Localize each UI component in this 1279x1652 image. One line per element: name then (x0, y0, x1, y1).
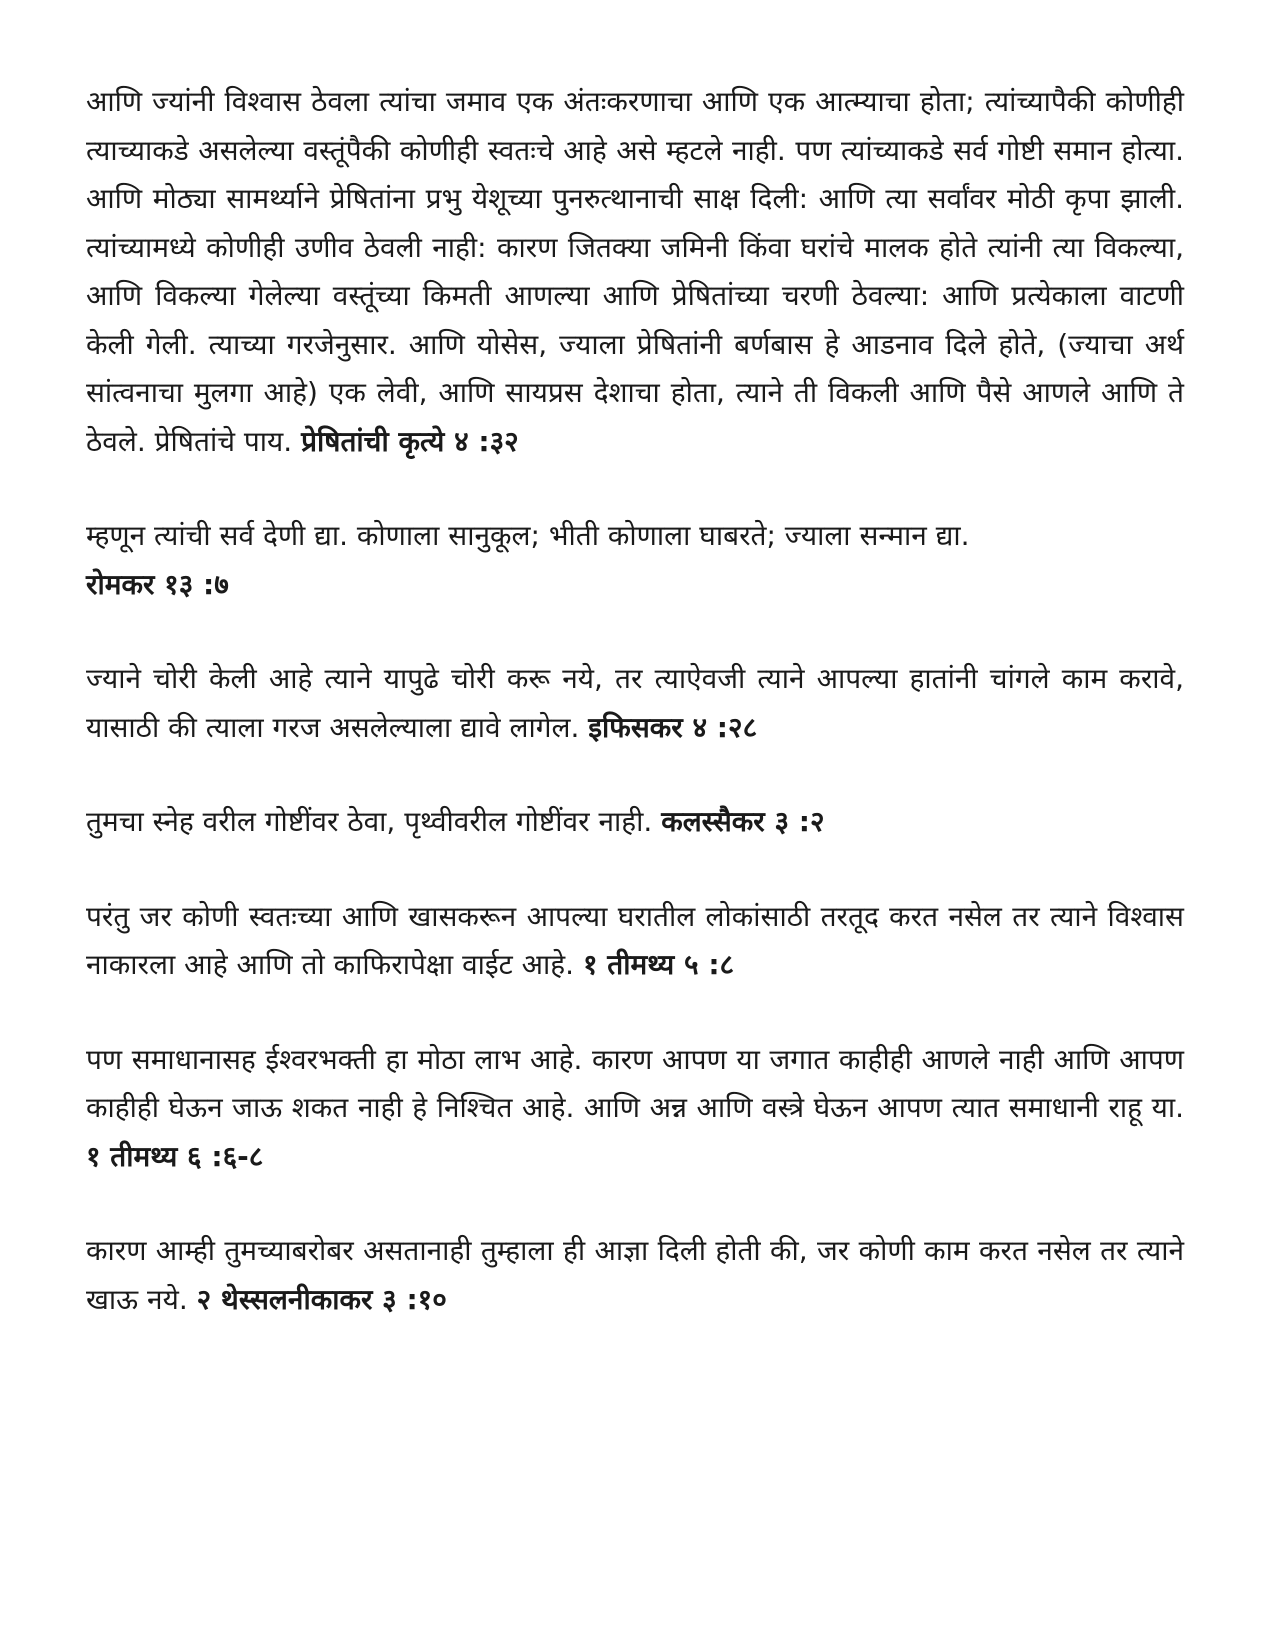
passage-text: म्हणून त्यांची सर्व देणी द्या. कोणाला सानुकूल; भीती कोणाला घाबरते; ज्याला सन्मान द्या. (86, 519, 970, 552)
passage-text: कारण आम्ही तुमच्याबरोबर असतानाही तुम्हाला ही आज्ञा दिली होती की, जर कोणी काम करत नसेल तर त्याने खाऊ नये. (86, 1234, 1184, 1316)
passage-text: परंतु जर कोणी स्वतःच्या आणि खासकरून आपल्या घरातील लोकांसाठी तरतूद करत नसेल तर त्याने विश्वास नाकारला आहे आणि तो काफिरापेक्षा वाईट आहे. (86, 899, 1184, 981)
passage-text: पण समाधानासह ईश्वरभक्ती हा मोठा लाभ आहे. कारण आपण या जगात काहीही आणले नाही आणि आपण काहीही घेऊन जाऊ शकत नाही हे निश्चित आहे. आणि अन्न आणि वस्त्रे घेऊन आपण त्यात समाधानी राहू या. (86, 1042, 1184, 1124)
passage-text: ज्याने चोरी केली आहे त्याने यापुढे चोरी करू नये, तर त्याऐवजी त्याने आपल्या हातांनी चांगले काम करावे, यासाठी की त्याला गरज असलेल्याला द्यावे लागेल. (86, 662, 1184, 744)
scripture-reference: रोमकर १३ :७ (86, 567, 229, 601)
passage (86, 512, 1184, 609)
passage (86, 1036, 1184, 1182)
passage (86, 78, 1184, 466)
scripture-reference: इफिसकर ४ :२८ (588, 710, 758, 744)
scripture-reference: कलस्सैकर ३ :२ (661, 805, 825, 838)
passage-text: तुमचा स्नेह वरील गोष्टींवर ठेवा, पृथ्वीवरील गोष्टींवर नाही. (86, 805, 653, 838)
scripture-reference: २ थेस्सलनीकाकर ३ :१० (196, 1282, 447, 1316)
scripture-reference: १ तीमथ्य ५ :८ (582, 948, 735, 981)
scripture-reference: प्रेषितांची कृत्ये ४ :३२ (301, 424, 519, 458)
passage (86, 798, 1184, 847)
passage-text: आणि ज्यांनी विश्वास ठेवला त्यांचा जमाव एक अंतःकरणाचा आणि एक आत्म्याचा होता; त्यांच्यापैकी कोणीही त्याच्याकडे असलेल्या वस्तूंपैकी कोणीही स्वतःचे आहे असे म्हटले नाही. पण त्यांच्याकडे सर्व गोष्टी समान होत्या. आणि मोठ्या सामर्थ्याने प्रेषितांना प्रभु येशूच्या पुनरुत्थानाची साक्ष दिली: आणि त्या सर्वांवर मोठी कृपा झाली. त्यांच्यामध्ये कोणीही उणीव ठेवली नाही: कारण जितक्या जमिनी किंवा घरांचे मालक होते त्यांनी त्या विकल्या, आणि विकल्या गेलेल्या वस्तूंच्या किमती आणल्या आणि प्रेषितांच्या चरणी ठेवल्या: आणि प्रत्येकाला वाटणी केली गेली. त्याच्या गरजेनुसार. आणि योसेस, ज्याला प्रेषितांनी बर्णबास हे आडनाव दिले होते, (ज्याचा अर्थ सांत्वनाचा मुलगा आहे) एक लेवी, आणि सायप्रस देशाचा होता, त्याने ती विकली आणि पैसे आणले आणि ते ठेवले. प्रेषितांचे पाय. (86, 85, 1184, 458)
passage (86, 893, 1184, 990)
scripture-reference: १ तीमथ्य ६ :६-८ (86, 1139, 264, 1173)
passage (86, 655, 1184, 752)
document-page (86, 78, 1184, 1370)
passage (86, 1227, 1184, 1324)
